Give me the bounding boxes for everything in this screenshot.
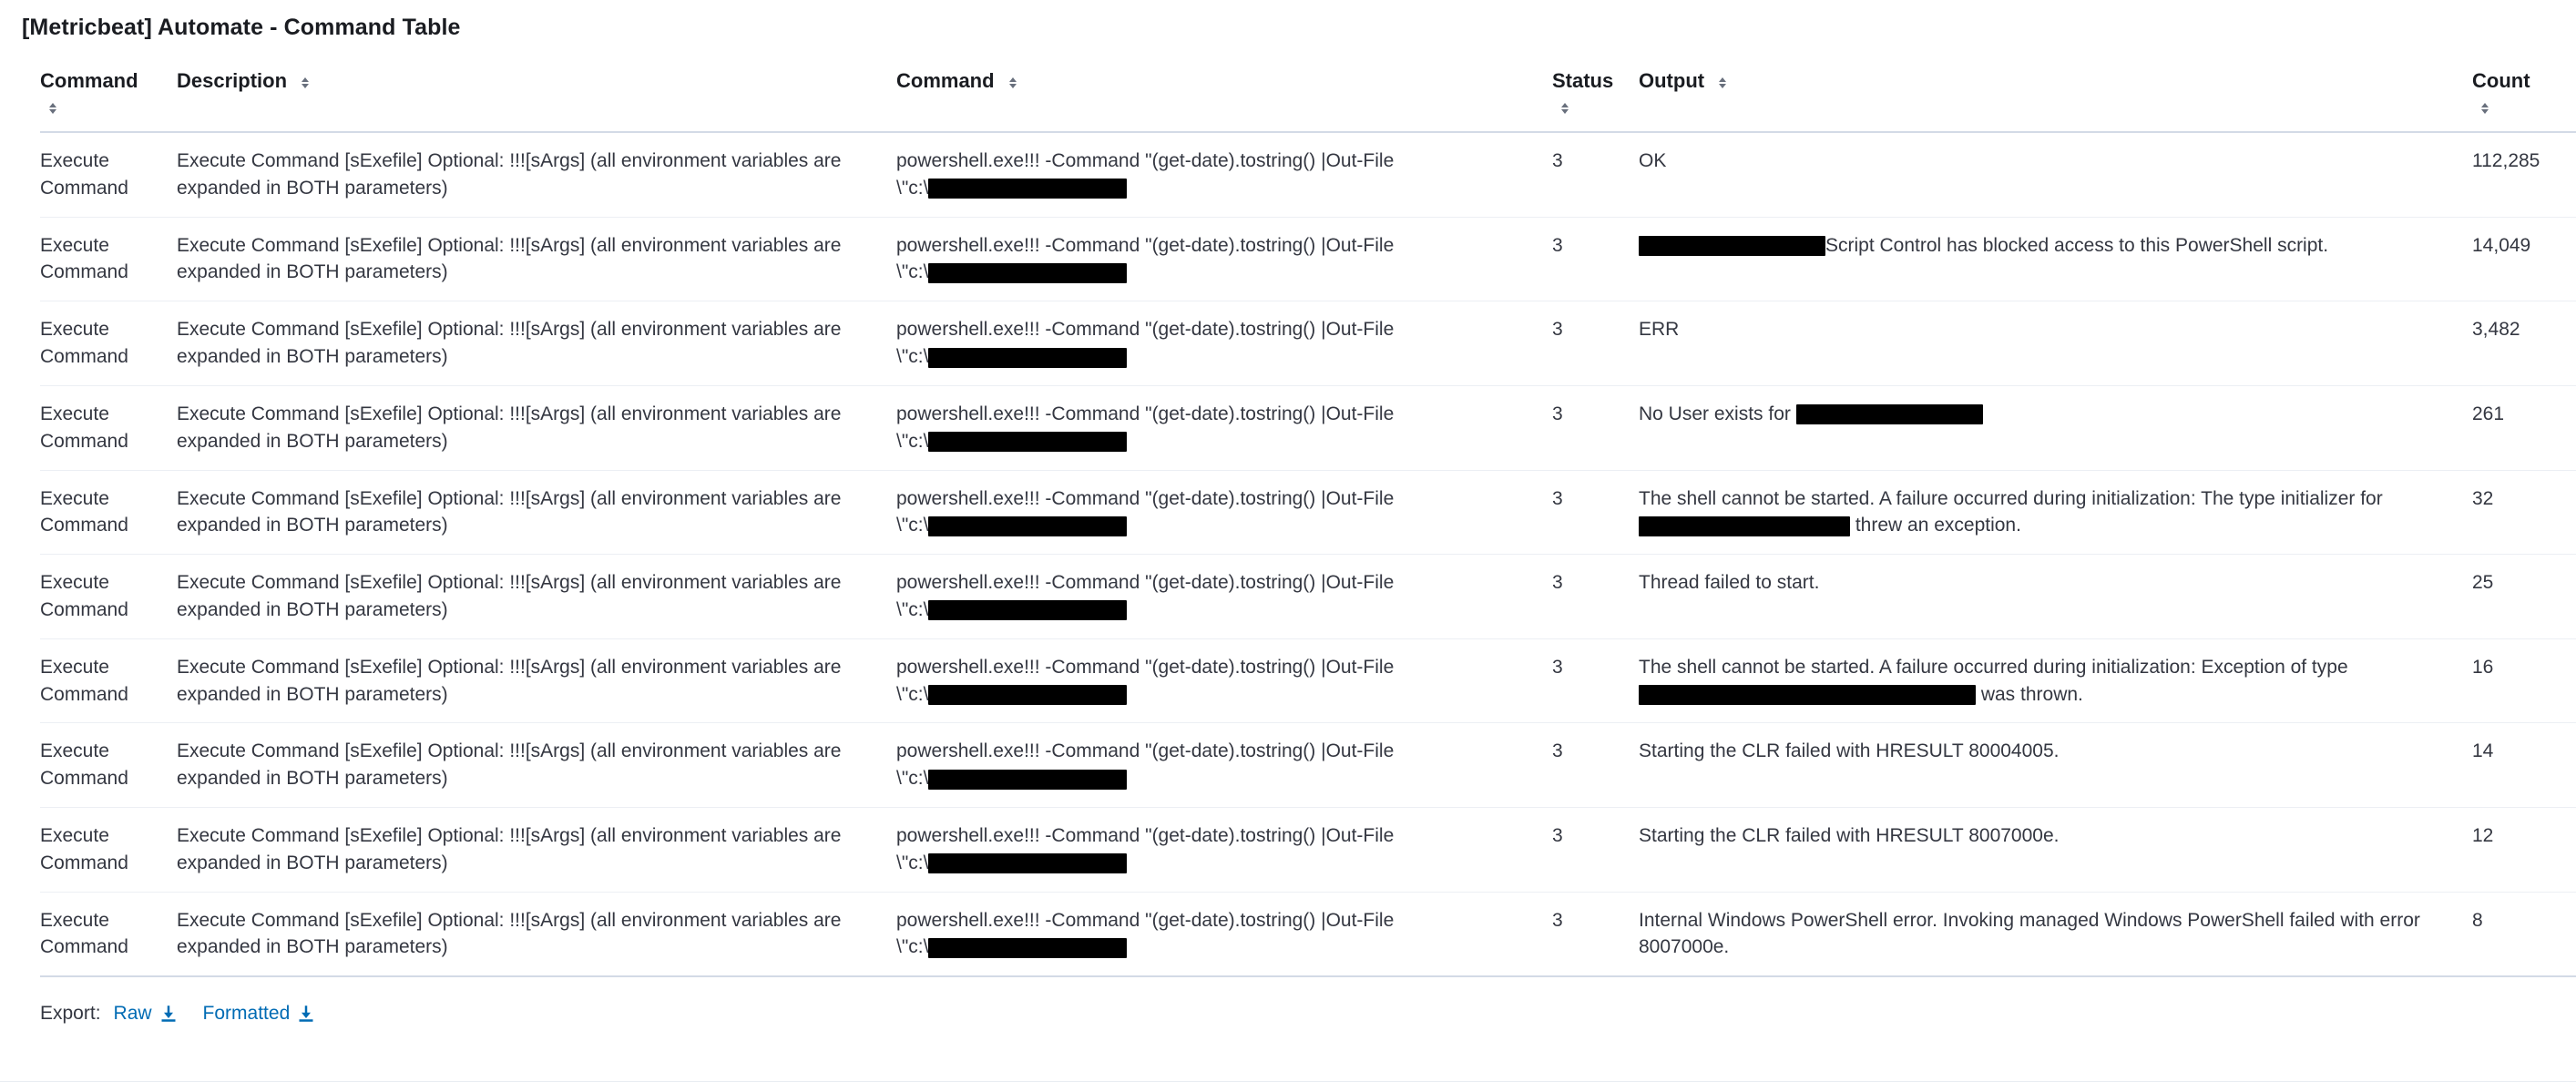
cell-command: Execute Command	[40, 723, 177, 808]
column-header-count-label: Count	[2472, 69, 2530, 92]
sort-icon[interactable]	[46, 101, 60, 116]
table-row	[40, 808, 2576, 893]
sort-icon[interactable]	[1006, 76, 1020, 90]
cell-count: 14	[2472, 723, 2576, 808]
command-text-line-2-text: \"c:\	[896, 852, 929, 873]
output-text-prefix: The shell cannot be started. A failure occurred during initialization: Exception of type	[1639, 656, 2348, 678]
download-icon	[159, 1005, 178, 1023]
cell-command-text	[896, 892, 1552, 976]
cell-count: 8	[2472, 892, 2576, 976]
cell-command: Execute Command	[40, 808, 177, 893]
command-text-line-2	[896, 512, 1539, 539]
cell-output	[1639, 470, 2472, 555]
redaction-block	[1639, 236, 1825, 256]
cell-command-text	[896, 217, 1552, 301]
command-text-line-2-text: \"c:\	[896, 936, 929, 958]
output-text-prefix: Internal Windows PowerShell error. Invoking managed Windows PowerShell failed with error 8007000e.	[1639, 909, 2420, 958]
command-text-line-1: powershell.exe!!! -Command "(get-date).tostring() |Out-File	[896, 234, 1395, 256]
table-header	[40, 68, 2576, 132]
sort-icon[interactable]	[1715, 76, 1730, 90]
cell-description: Execute Command [sExefile] Optional: !!![sArgs] (all environment variables are expanded in BOTH parameters)	[177, 808, 896, 893]
cell-description: Execute Command [sExefile] Optional: !!![sArgs] (all environment variables are expanded in BOTH parameters)	[177, 470, 896, 555]
cell-command: Execute Command	[40, 132, 177, 217]
export-formatted-label: Formatted	[202, 1003, 291, 1025]
command-text-line-1: powershell.exe!!! -Command "(get-date).tostring() |Out-File	[896, 403, 1395, 424]
output-text-suffix: was thrown.	[1976, 683, 2083, 705]
table-header-row	[40, 68, 2576, 132]
page-title: [Metricbeat] Automate - Command Table	[22, 15, 461, 40]
cell-status: 3	[1552, 808, 1639, 893]
column-header-count[interactable]	[2472, 68, 2576, 132]
column-header-command[interactable]	[40, 68, 177, 132]
cell-command-text	[896, 808, 1552, 893]
command-text-line-1: powershell.exe!!! -Command "(get-date).tostring() |Out-File	[896, 487, 1395, 509]
output-text-prefix: ERR	[1639, 319, 1680, 341]
column-header-status-label: Status	[1552, 69, 1614, 92]
cell-status: 3	[1552, 723, 1639, 808]
redaction-block	[928, 348, 1127, 368]
cell-count: 3,482	[2472, 301, 2576, 386]
redaction-block	[1639, 516, 1850, 536]
cell-command-text	[896, 555, 1552, 639]
command-text-line-1: powershell.exe!!! -Command "(get-date).tostring() |Out-File	[896, 150, 1395, 171]
cell-status: 3	[1552, 470, 1639, 555]
cell-output	[1639, 892, 2472, 976]
sort-icon[interactable]	[2478, 101, 2492, 116]
command-text-line-2-text: \"c:\	[896, 261, 929, 283]
command-text-line-1: powershell.exe!!! -Command "(get-date).tostring() |Out-File	[896, 825, 1395, 846]
cell-description: Execute Command [sExefile] Optional: !!![sArgs] (all environment variables are expanded in BOTH parameters)	[177, 723, 896, 808]
cell-command-text	[896, 132, 1552, 217]
table-row	[40, 470, 2576, 555]
column-header-output-label: Output	[1639, 69, 1705, 92]
cell-description: Execute Command [sExefile] Optional: !!![sArgs] (all environment variables are expanded in BOTH parameters)	[177, 555, 896, 639]
command-text-line-2	[896, 850, 1539, 877]
command-table-container	[40, 68, 2540, 977]
cell-command-text	[896, 301, 1552, 386]
redaction-block	[928, 770, 1127, 790]
cell-description: Execute Command [sExefile] Optional: !!![sArgs] (all environment variables are expanded in BOTH parameters)	[177, 217, 896, 301]
cell-command-text	[896, 723, 1552, 808]
cell-count: 25	[2472, 555, 2576, 639]
command-text-line-1: powershell.exe!!! -Command "(get-date).tostring() |Out-File	[896, 572, 1395, 594]
output-text-prefix: Starting the CLR failed with HRESULT 8007000e.	[1639, 825, 2060, 846]
cell-description: Execute Command [sExefile] Optional: !!![sArgs] (all environment variables are expanded in BOTH parameters)	[177, 385, 896, 470]
command-text-line-2	[896, 765, 1539, 792]
command-text-line-1: powershell.exe!!! -Command "(get-date).tostring() |Out-File	[896, 656, 1395, 678]
command-text-line-2	[896, 681, 1539, 709]
cell-command: Execute Command	[40, 385, 177, 470]
export-raw-label: Raw	[113, 1003, 152, 1025]
download-icon	[297, 1005, 315, 1023]
cell-command: Execute Command	[40, 555, 177, 639]
redaction-block	[928, 179, 1127, 199]
column-header-command-label: Command	[40, 69, 138, 92]
export-formatted-link[interactable]	[203, 1003, 316, 1025]
sort-icon[interactable]	[1558, 101, 1572, 116]
cell-command-text	[896, 470, 1552, 555]
cell-status: 3	[1552, 892, 1639, 976]
command-text-line-1: powershell.exe!!! -Command "(get-date).tostring() |Out-File	[896, 740, 1395, 762]
redaction-block	[928, 432, 1127, 452]
cell-count: 12	[2472, 808, 2576, 893]
command-text-line-2-text: \"c:\	[896, 515, 929, 536]
output-text-prefix: No User exists for	[1639, 403, 1796, 424]
export-label: Export:	[40, 1003, 101, 1025]
cell-output	[1639, 132, 2472, 217]
cell-output	[1639, 555, 2472, 639]
sort-icon[interactable]	[298, 76, 312, 90]
cell-output	[1639, 808, 2472, 893]
command-text-line-1: powershell.exe!!! -Command "(get-date).tostring() |Out-File	[896, 319, 1395, 341]
cell-command: Execute Command	[40, 470, 177, 555]
table-row	[40, 301, 2576, 386]
redaction-block	[928, 600, 1127, 620]
cell-command-text	[896, 385, 1552, 470]
column-header-description-label: Description	[177, 69, 288, 92]
cell-command-text	[896, 638, 1552, 723]
export-raw-link[interactable]	[114, 1003, 178, 1025]
output-text-prefix: OK	[1639, 150, 1667, 171]
column-header-command-text[interactable]	[896, 68, 1552, 132]
command-text-line-2-text: \"c:\	[896, 683, 929, 705]
command-text-line-2-text: \"c:\	[896, 430, 929, 452]
cell-command: Execute Command	[40, 301, 177, 386]
redaction-block	[928, 263, 1127, 283]
cell-description: Execute Command [sExefile] Optional: !!![sArgs] (all environment variables are expanded in BOTH parameters)	[177, 892, 896, 976]
redaction-block	[928, 938, 1127, 958]
cell-status: 3	[1552, 385, 1639, 470]
table-row	[40, 385, 2576, 470]
cell-command: Execute Command	[40, 217, 177, 301]
command-text-line-2	[896, 175, 1539, 202]
command-text-line-2-text: \"c:\	[896, 346, 929, 368]
redaction-block	[928, 853, 1127, 873]
command-text-line-1: powershell.exe!!! -Command "(get-date).tostring() |Out-File	[896, 909, 1395, 931]
output-text-prefix: Starting the CLR failed with HRESULT 80004005.	[1639, 740, 2060, 762]
cell-description: Execute Command [sExefile] Optional: !!![sArgs] (all environment variables are expanded in BOTH parameters)	[177, 301, 896, 386]
cell-count: 112,285	[2472, 132, 2576, 217]
cell-output	[1639, 385, 2472, 470]
command-text-line-2-text: \"c:\	[896, 598, 929, 620]
cell-output	[1639, 723, 2472, 808]
table-row	[40, 217, 2576, 301]
cell-status: 3	[1552, 132, 1639, 217]
table-row	[40, 132, 2576, 217]
export-bar	[40, 1003, 2536, 1025]
redaction-block	[928, 516, 1127, 536]
output-text-prefix: Thread failed to start.	[1639, 572, 1820, 594]
cell-status: 3	[1552, 638, 1639, 723]
column-header-output[interactable]	[1639, 68, 2472, 132]
table-body	[40, 132, 2576, 976]
cell-count: 32	[2472, 470, 2576, 555]
cell-count: 14,049	[2472, 217, 2576, 301]
cell-count: 16	[2472, 638, 2576, 723]
table-row	[40, 892, 2576, 976]
cell-output	[1639, 638, 2472, 723]
command-text-line-2	[896, 934, 1539, 961]
column-header-status[interactable]	[1552, 68, 1639, 132]
command-text-line-2-text: \"c:\	[896, 177, 929, 199]
table-row	[40, 555, 2576, 639]
command-table	[40, 68, 2576, 977]
cell-output	[1639, 217, 2472, 301]
output-text-suffix: Script Control has blocked access to this PowerShell script.	[1825, 234, 2329, 256]
cell-count: 261	[2472, 385, 2576, 470]
command-text-line-2	[896, 428, 1539, 455]
redaction-block	[928, 685, 1127, 705]
cell-description: Execute Command [sExefile] Optional: !!![sArgs] (all environment variables are expanded in BOTH parameters)	[177, 132, 896, 217]
command-text-line-2-text: \"c:\	[896, 768, 929, 790]
cell-command: Execute Command	[40, 892, 177, 976]
redaction-block	[1796, 404, 1983, 424]
table-row	[40, 638, 2576, 723]
command-text-line-2	[896, 597, 1539, 624]
cell-status: 3	[1552, 217, 1639, 301]
column-header-description[interactable]	[177, 68, 896, 132]
table-row	[40, 723, 2576, 808]
column-header-command-text-label: Command	[896, 69, 995, 92]
cell-command: Execute Command	[40, 638, 177, 723]
cell-status: 3	[1552, 555, 1639, 639]
command-text-line-2	[896, 259, 1539, 286]
cell-status: 3	[1552, 301, 1639, 386]
cell-output	[1639, 301, 2472, 386]
redaction-block	[1639, 685, 1976, 705]
output-text-suffix: threw an exception.	[1850, 515, 2021, 536]
cell-description: Execute Command [sExefile] Optional: !!![sArgs] (all environment variables are expanded in BOTH parameters)	[177, 638, 896, 723]
output-text-prefix: The shell cannot be started. A failure occurred during initialization: The type initializer for	[1639, 487, 2383, 509]
command-text-line-2	[896, 343, 1539, 371]
